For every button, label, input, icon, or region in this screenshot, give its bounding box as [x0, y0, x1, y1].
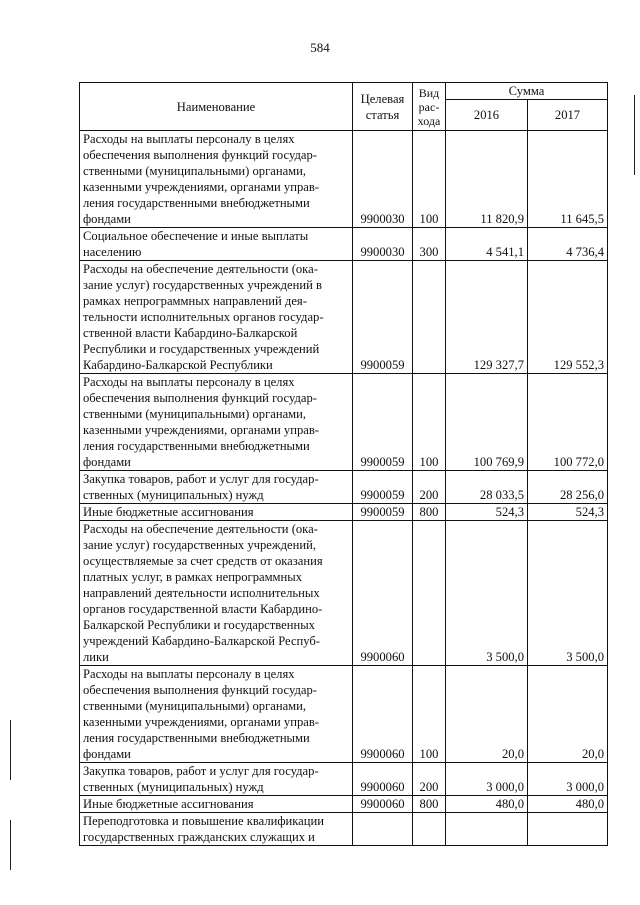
row-name-line: казенными учреждениями, органами управ-: [83, 423, 319, 437]
row-amount-2016: 129 327,7: [446, 261, 528, 374]
row-amount-2016: 28 033,5: [446, 471, 528, 504]
table-row: [80, 228, 608, 261]
row-amount-2017: 4 736,4: [528, 228, 608, 261]
row-amount-2017: 129 552,3: [528, 261, 608, 374]
header-kind: [413, 83, 446, 131]
row-kind: 100: [413, 131, 446, 228]
row-name: [80, 521, 353, 666]
row-name: [80, 763, 353, 796]
table-row: [80, 666, 608, 763]
row-article: [353, 813, 413, 846]
row-article: 9900060: [353, 521, 413, 666]
row-name-line: государственных гражданских служащих и: [83, 830, 315, 844]
row-name-line: казенными учреждениями, органами управ-: [83, 180, 319, 194]
row-kind: [413, 261, 446, 374]
header-article-line1: Целевая: [360, 91, 405, 106]
row-amount-2017: 100 772,0: [528, 374, 608, 471]
row-kind: 200: [413, 763, 446, 796]
row-name: [80, 374, 353, 471]
row-article: 9900030: [353, 131, 413, 228]
row-name-line: ления государственными внебюджетными: [83, 731, 310, 745]
row-name-line: Республики и государственных учреждений: [83, 342, 320, 356]
header-article: [353, 83, 413, 131]
row-name-line: населению: [83, 245, 142, 259]
table-row: [80, 261, 608, 374]
row-amount-2016: 11 820,9: [446, 131, 528, 228]
row-kind: [413, 813, 446, 846]
header-name: Наименование: [80, 83, 353, 131]
row-name-line: Расходы на обеспечение деятельности (ока-: [83, 262, 318, 276]
row-name: [80, 261, 353, 374]
row-name: [80, 131, 353, 228]
table-row: [80, 374, 608, 471]
row-name-line: ления государственными внебюджетными: [83, 196, 310, 210]
row-name-line: рамках непрограммных направлений дея-: [83, 294, 307, 308]
header-kind-line1: Вид: [418, 85, 440, 100]
row-name-line: обеспечения выполнения функций государ-: [83, 148, 317, 162]
row-name-line: органов государственной власти Кабардино-: [83, 602, 323, 616]
row-name-line: Социальное обеспечение и иные выплаты: [83, 229, 309, 243]
row-amount-2017: 480,0: [528, 796, 608, 813]
row-name-line: обеспечения выполнения функций государ-: [83, 683, 317, 697]
row-amount-2017: 11 645,5: [528, 131, 608, 228]
row-name-line: ственными (муниципальными) органами,: [83, 407, 307, 421]
row-article: 9900060: [353, 666, 413, 763]
row-article: 9900059: [353, 374, 413, 471]
table-row: [80, 504, 608, 521]
budget-table: [79, 82, 608, 846]
row-article: 9900060: [353, 763, 413, 796]
row-name-line: ственной власти Кабардино-Балкарской: [83, 326, 298, 340]
row-article: 9900059: [353, 471, 413, 504]
row-amount-2017: 20,0: [528, 666, 608, 763]
row-name: [80, 228, 353, 261]
row-amount-2017: 3 000,0: [528, 763, 608, 796]
row-name-line: ственных (муниципальных) нужд: [83, 780, 264, 794]
row-amount-2016: 524,3: [446, 504, 528, 521]
row-amount-2016: 480,0: [446, 796, 528, 813]
row-name-line: Переподготовка и повышение квалификации: [83, 814, 324, 828]
row-amount-2016: 20,0: [446, 666, 528, 763]
row-kind: 100: [413, 666, 446, 763]
row-article: 9900060: [353, 796, 413, 813]
row-kind: 800: [413, 504, 446, 521]
row-kind: 800: [413, 796, 446, 813]
margin-line-right: [634, 95, 635, 175]
row-name-line: зание услуг) государственных учреждений,: [83, 538, 316, 552]
table-row: [80, 471, 608, 504]
row-amount-2017: 28 256,0: [528, 471, 608, 504]
table-row: [80, 813, 608, 846]
row-name: [80, 666, 353, 763]
row-name-line: фондами: [83, 212, 131, 226]
header-kind-line2: рас-: [418, 99, 440, 114]
row-kind: 200: [413, 471, 446, 504]
row-name-line: ственными (муниципальными) органами,: [83, 164, 307, 178]
row-name-line: направлений деятельности исполнительных: [83, 586, 320, 600]
row-amount-2016: 3 500,0: [446, 521, 528, 666]
row-name-line: лики: [83, 650, 109, 664]
row-name-line: Закупка товаров, работ и услуг для государ-: [83, 764, 319, 778]
row-name-line: Расходы на выплаты персоналу в целях: [83, 667, 295, 681]
row-amount-2017: [528, 813, 608, 846]
row-amount-2016: 4 541,1: [446, 228, 528, 261]
row-kind: 300: [413, 228, 446, 261]
row-name-line: обеспечения выполнения функций государ-: [83, 391, 317, 405]
row-name-line: Расходы на обеспечение деятельности (ока-: [83, 522, 318, 536]
margin-line-left: [10, 720, 11, 780]
row-name-line: казенными учреждениями, органами управ-: [83, 715, 319, 729]
row-name-line: фондами: [83, 455, 131, 469]
row-name-line: Иные бюджетные ассигнования: [83, 505, 254, 519]
row-name-line: осуществляемые за счет средств от оказания: [83, 554, 323, 568]
row-name: [80, 813, 353, 846]
row-amount-2016: 100 769,9: [446, 374, 528, 471]
row-name-line: Кабардино-Балкарской Республики: [83, 358, 273, 372]
row-name-line: Расходы на выплаты персоналу в целях: [83, 375, 295, 389]
row-name-line: учреждений Кабардино-Балкарской Респуб-: [83, 634, 320, 648]
row-name: [80, 504, 353, 521]
row-amount-2017: 524,3: [528, 504, 608, 521]
row-name-line: ственными (муниципальными) органами,: [83, 699, 307, 713]
header-kind-line3: хода: [417, 113, 441, 128]
row-name-line: Балкарской Республики и государственных: [83, 618, 315, 632]
row-amount-2017: 3 500,0: [528, 521, 608, 666]
row-article: 9900059: [353, 261, 413, 374]
row-kind: [413, 521, 446, 666]
header-sum: Сумма: [446, 83, 608, 100]
row-name: [80, 471, 353, 504]
row-name-line: тельности исполнительных органов государ-: [83, 310, 324, 324]
table-row: [80, 521, 608, 666]
row-name-line: платных услуг, в рамках непрограммных: [83, 570, 303, 584]
row-name-line: фондами: [83, 747, 131, 761]
row-name-line: Расходы на выплаты персоналу в целях: [83, 132, 295, 146]
row-amount-2016: [446, 813, 528, 846]
row-name-line: Иные бюджетные ассигнования: [83, 797, 254, 811]
table-row: [80, 796, 608, 813]
header-year-2016: 2016: [446, 100, 528, 131]
row-amount-2016: 3 000,0: [446, 763, 528, 796]
row-article: 9900059: [353, 504, 413, 521]
row-name-line: зание услуг) государственных учреждений в: [83, 278, 322, 292]
page-number: 584: [310, 40, 330, 55]
row-name: [80, 796, 353, 813]
row-name-line: ственных (муниципальных) нужд: [83, 488, 264, 502]
row-name-line: Закупка товаров, работ и услуг для государ-: [83, 472, 319, 486]
header-article-line2: статья: [365, 107, 400, 122]
row-name-line: ления государственными внебюджетными: [83, 439, 310, 453]
header-year-2017: 2017: [528, 100, 608, 131]
margin-line-left-bottom: [10, 820, 11, 870]
row-kind: 100: [413, 374, 446, 471]
table-row: [80, 131, 608, 228]
table-row: [80, 763, 608, 796]
row-article: 9900030: [353, 228, 413, 261]
